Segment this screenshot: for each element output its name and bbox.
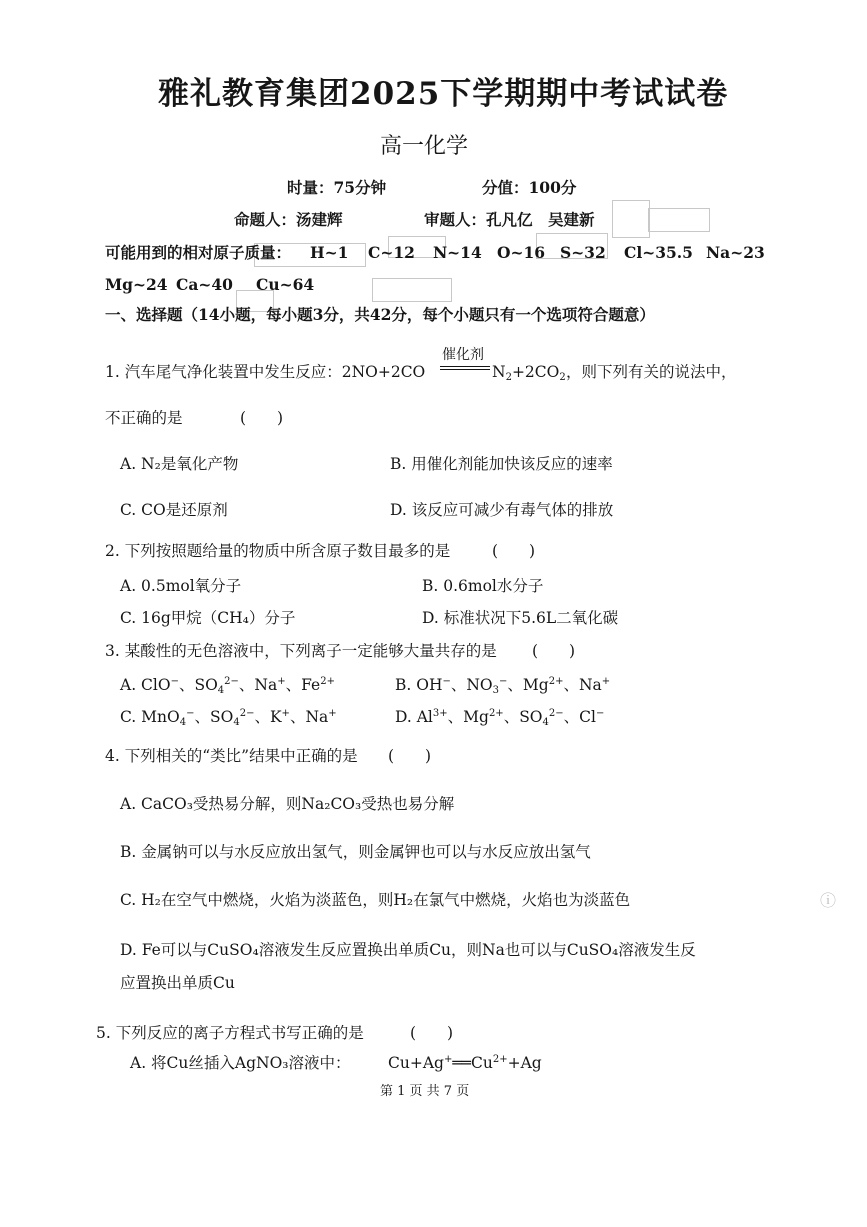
atomic-mass-C: C~12 — [368, 243, 415, 262]
atomic-mass-H: H~1 — [310, 243, 349, 262]
q2-answer-paren: ( ) — [492, 542, 536, 560]
q5-stem: 5. 下列反应的离子方程式书写正确的是 — [96, 1024, 364, 1042]
q1-option-b: B. 用催化剂能加快该反应的速率 — [390, 455, 613, 473]
q1-products: $N_2+2CO_2$ — [492, 363, 566, 383]
q3-option-b: B. OH−、$NO_3^-$、$Mg^{2+}$、Na+ — [395, 676, 611, 696]
q4-answer-paren: ( ) — [388, 747, 432, 765]
q1-option-c: C. CO是还原剂 — [120, 501, 228, 519]
bleed-through-box — [612, 200, 650, 238]
q3-option-a: A. ClO−、$SO_4^{2-}$、Na+、$Fe^{2+}$ — [120, 676, 335, 696]
q4-stem: 4. 下列相关的“类比”结果中正确的是 — [105, 747, 358, 765]
q3-option-c: C. MnO$_4$−、$SO_4^{2-}$、K+、Na+ — [120, 708, 337, 728]
q5-answer-paren: ( ) — [410, 1024, 454, 1042]
q1-stem-suffix: ，则下列有关的说法中， — [566, 363, 737, 381]
reviewer-label: 审题人：孔凡亿 吴建新 — [424, 210, 595, 229]
bleed-through-box — [372, 278, 452, 302]
q2-option-c: C. 16g甲烷（CH₄）分子 — [120, 609, 296, 627]
time-label: 时量：75分钟 — [287, 178, 387, 197]
q5-option-a-prefix: A. 将Cu丝插入AgNO₃溶液中： — [130, 1054, 351, 1072]
author-label: 命题人：汤建辉 — [234, 210, 343, 229]
q1-option-d: D. 该反应可减少有毒气体的排放 — [390, 501, 614, 519]
atomic-mass-Cl: Cl~35.5 — [624, 243, 693, 262]
q2-option-a: A. 0.5mol氧分子 — [120, 577, 242, 595]
atomic-mass-O: O~16 — [497, 243, 546, 262]
subject-title: 高一化学 — [380, 134, 469, 159]
atomic-mass-N: N~14 — [433, 243, 482, 262]
q1-option-a: A. N₂是氧化产物 — [120, 455, 239, 473]
atomic-mass-Mg: Mg~24 — [105, 275, 168, 294]
section-heading: 一、选择题（14小题，每小题3分，共42分，每个小题只有一个选项符合题意） — [105, 305, 655, 324]
q3-answer-paren: ( ) — [532, 642, 576, 660]
atomic-mass-Cu: Cu~64 — [256, 275, 315, 294]
q1-answer-paren: ( ) — [240, 409, 284, 427]
catalyst-label: 催化剂 — [442, 347, 484, 363]
q1-stem-prefix: 1. 汽车尾气净化装置中发生反应：2NO+2CO — [105, 363, 426, 381]
score-label: 分值：100分 — [482, 178, 577, 197]
q1-stem-line2: 不正确的是 — [105, 409, 183, 427]
q4-option-d-line2: 应置换出单质Cu — [120, 974, 235, 992]
page-number: 第 1 页 共 7 页 — [380, 1084, 470, 1099]
q4-option-c: C. H₂在空气中燃烧，火焰为淡蓝色，则H₂在氯气中燃烧，火焰也为淡蓝色 — [120, 891, 631, 909]
bleed-through-box — [648, 208, 710, 232]
q4-option-b: B. 金属钠可以与水反应放出氢气，则金属钾也可以与水反应放出氢气 — [120, 843, 591, 861]
q2-stem: 2. 下列按照题给量的物质中所含原子数目最多的是 — [105, 542, 451, 560]
q4-option-a: A. CaCO₃受热易分解，则Na₂CO₃受热也易分解 — [120, 795, 455, 813]
q5-option-a-equation: $Cu+Ag^+══Cu^{2+}+Ag$ — [388, 1054, 542, 1072]
catalyst-arrow — [440, 344, 490, 374]
q2-option-d: D. 标准状况下5.6L二氧化碳 — [422, 609, 619, 627]
q3-option-d: D. $Al^{3+}$、$Mg^{2+}$、$SO_4^{2-}$、Cl− — [395, 708, 605, 728]
q3-stem: 3. 某酸性的无色溶液中，下列离子一定能够大量共存的是 — [105, 642, 497, 660]
q2-option-b: B. 0.6mol水分子 — [422, 577, 544, 595]
q4-option-d-line1: D. Fe可以与CuSO₄溶液发生反应置换出单质Cu，则Na也可以与CuSO₄溶液发生反 — [120, 941, 696, 959]
atomic-mass-intro: 可能用到的相对原子质量： — [105, 243, 292, 262]
atomic-mass-Ca: Ca~40 — [176, 275, 233, 294]
atomic-mass-S: S~32 — [560, 243, 606, 262]
exam-title: 雅礼教育集团2025下学期期中考试试卷 — [158, 76, 729, 112]
bleed-through-mark: ⓘ — [820, 891, 837, 910]
atomic-mass-Na: Na~23 — [706, 243, 765, 262]
